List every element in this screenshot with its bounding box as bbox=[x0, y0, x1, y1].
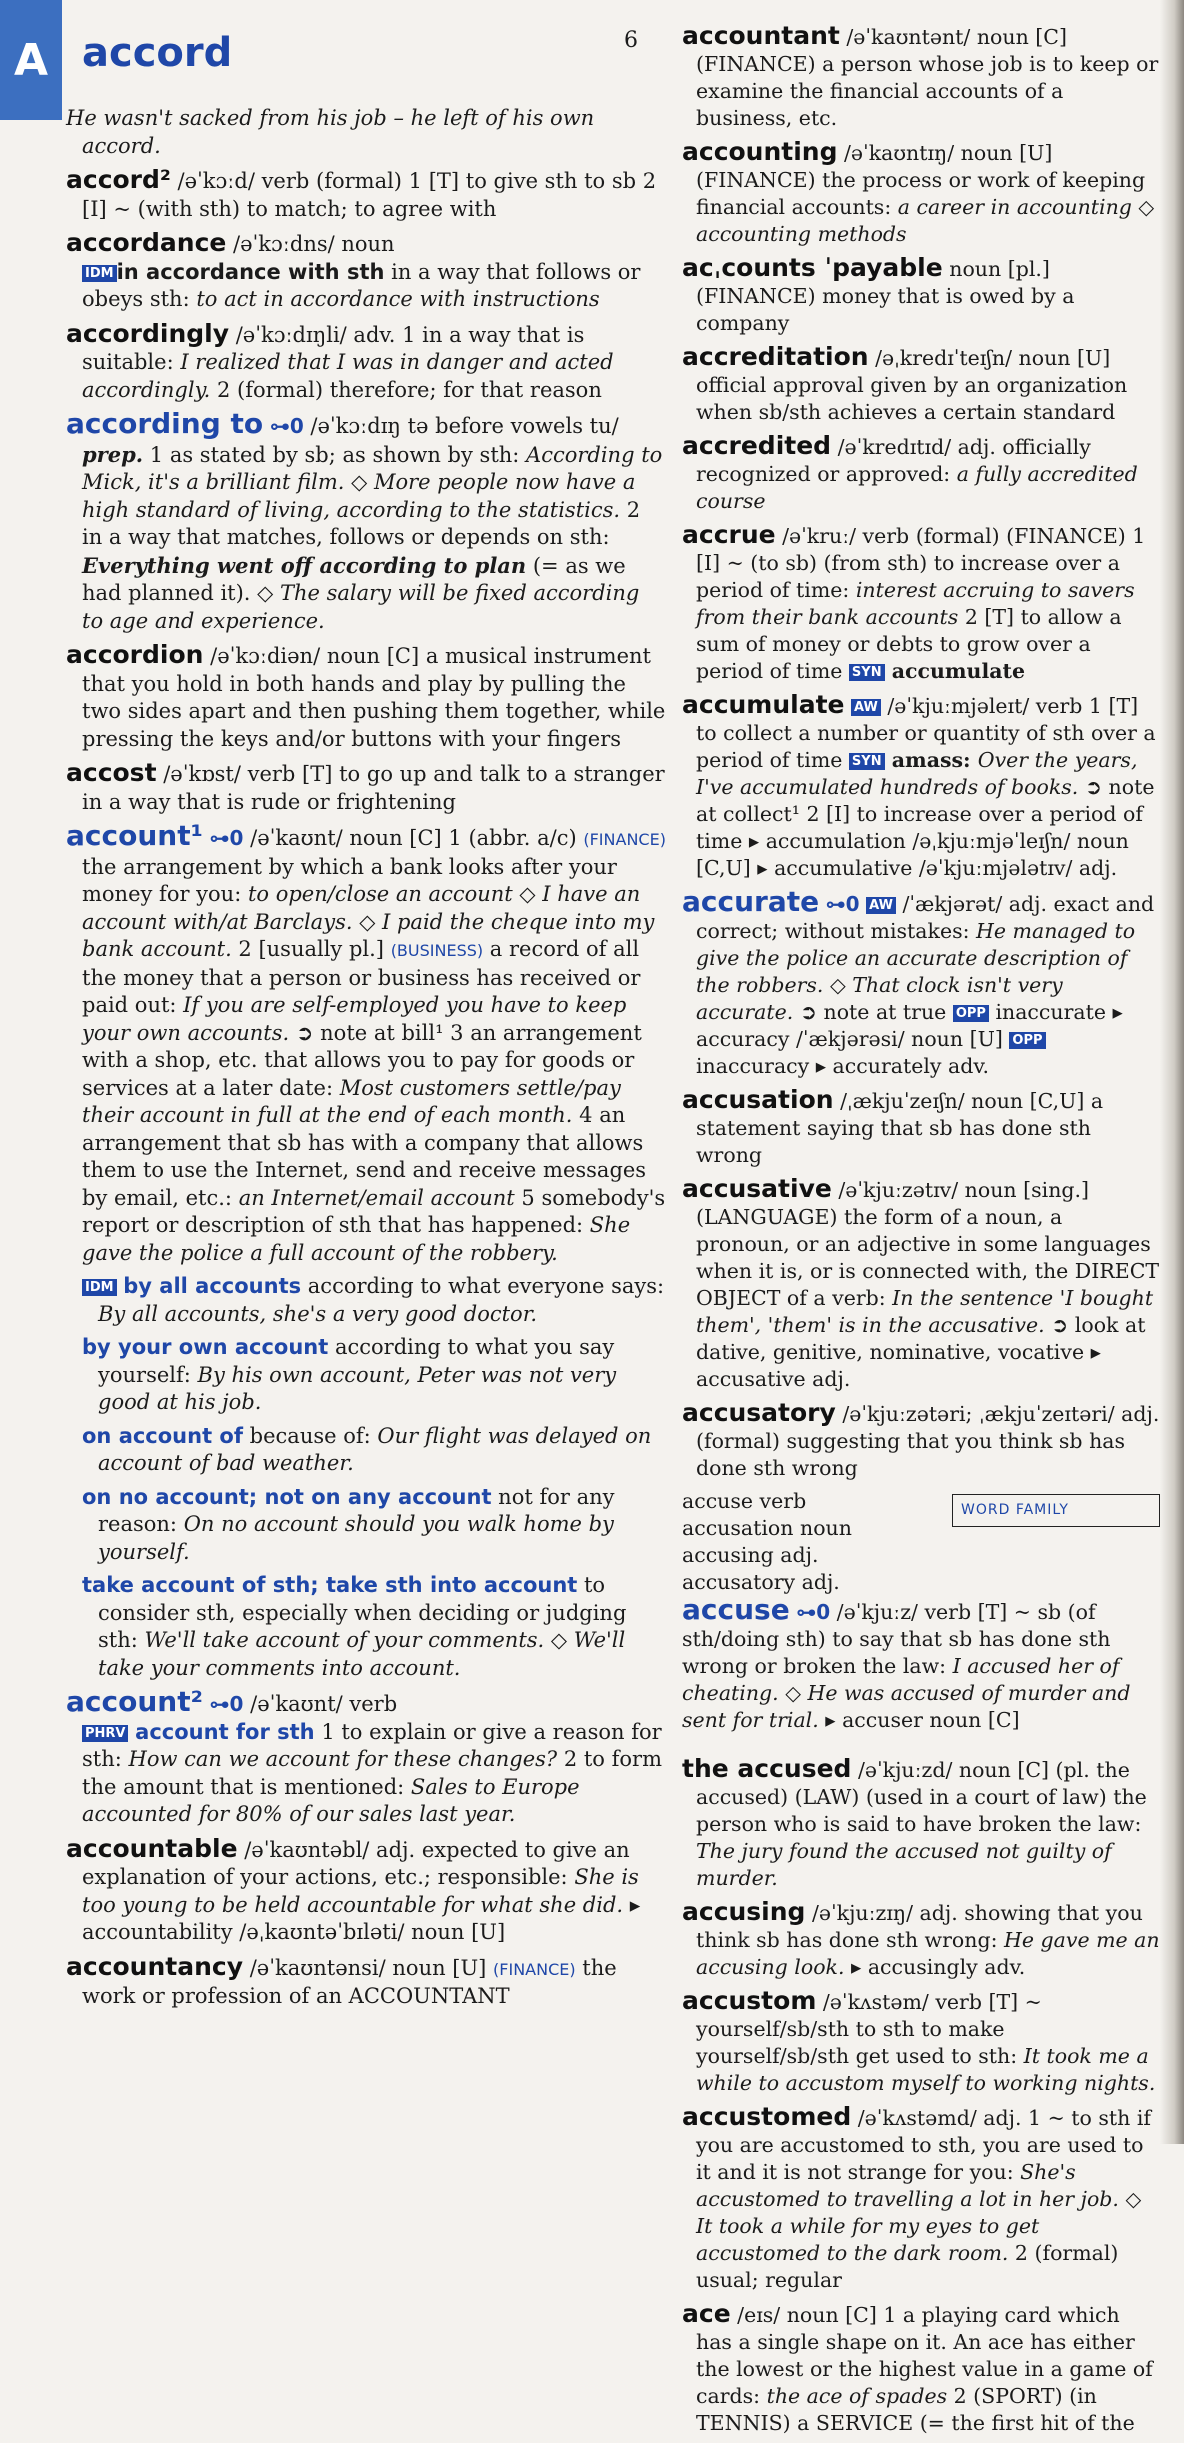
page-gutter-shadow bbox=[1160, 0, 1184, 2144]
idiom-on-account-of: on account of because of: Our flight was delayed on account of bad weather. bbox=[82, 1423, 652, 1475]
entry-accrue: accrue /əˈkruː/ verb (formal) (FINANCE) 1 [I] ~ (to sb) (from sth) to increase over a period of time: interest accruing to savers from their bank accounts 2 [T] to allow a sum of money or debts to grow over a period of time SYN accumulate bbox=[682, 520, 1146, 683]
entry-accusative: accusative /əˈkjuːzətɪv/ noun [sing.] (LANGUAGE) the form of a noun, a pronoun, or an adjective in some languages when it is, or is connected with, the DIRECT OBJECT of a verb: In the sentence 'I bought them', 'them' is in the accusative. ➲ look at dative, genitive, nominative, vocative ▸ accusative adj. bbox=[682, 1174, 1160, 1391]
entry-accurate: accurate ⊶0 AW /ˈækjərət/ adj. exact and correct; without mistakes: He managed to give the police an accurate description of the robbers. ◇ That clock isn't very accurate. ➲ note at true OPP inaccurate ▸ accuracy /ˈækjərəsi/ noun [U] OPP inaccuracy ▸ accurately adv. bbox=[682, 885, 1155, 1078]
idiom-by-your-own-account: by your own account according to what you say yourself: By his own account, Peter was not very good at his job. bbox=[82, 1335, 617, 1414]
entry-accountable: accountable /əˈkaʊntəbl/ adj. expected to give an explanation of your actions, etc.; responsible: She is too young to be held accountable for what she did. ▸ accountability /əˌkaʊntəˈbɪləti/ noun [U] bbox=[66, 1833, 641, 1944]
entry-accustom: accustom /əˈkʌstəm/ verb [T] ~ yourself/sb/sth to sth to make yourself/sb/sth get used to sth: It took me a while to accustom myself to working nights. bbox=[682, 1985, 1156, 2095]
headword: account² bbox=[66, 1685, 203, 1718]
key-icon: ⊶0 bbox=[269, 414, 304, 438]
idiom-tag: IDM bbox=[82, 265, 117, 282]
definition: /əˈkɔːd/ verb (formal) 1 [T] to give sth to sb 2 [I] ~ (with sth) to match; to agree with bbox=[82, 169, 657, 221]
headword: accordingly bbox=[66, 318, 230, 348]
headword: accreditation bbox=[682, 342, 869, 371]
headword: accordance bbox=[66, 228, 227, 257]
headword: accrue bbox=[682, 520, 776, 549]
entry-accusing: accusing /əˈkjuːzɪŋ/ adj. showing that you think sb has done sth wrong: He gave me an accusing look. ▸ accusingly adv. bbox=[682, 1896, 1160, 1979]
entry-accounts-payable: acˌcounts ˈpayable noun [pl.] (FINANCE) money that is owed by a company bbox=[682, 253, 1075, 335]
word-family-item: accusing adj. bbox=[682, 1543, 819, 1567]
entry-accord2 bbox=[66, 166, 666, 223]
headword: accredited bbox=[682, 431, 832, 460]
synonym-tag: SYN bbox=[849, 664, 885, 681]
entry-ace: ace /eɪs/ noun [C] 1 a playing card which has a single shape on it. An ace has either the lowest or the highest value in a game of cards: the ace of spades 2 (SPORT) (in TENNIS) a SERVICE (= the first hit of the bbox=[682, 2298, 1153, 2435]
headword: accordion bbox=[66, 640, 204, 669]
headword: accusatory bbox=[682, 1398, 836, 1427]
entry-accountancy: accountancy /əˈkaʊntənsi/ noun [U] (FINANCE) the work or profession of an ACCOUNTANT bbox=[66, 1951, 617, 2008]
idiom-on-no-account: on no account; not on any account not for any reason: On no account should you walk home by yourself. bbox=[82, 1484, 615, 1564]
entry-accumulate: accumulate AW /əˈkjuːmjəleɪt/ verb 1 [T] to collect a number or quantity of sth over a period of time SYN amass: Over the years, I've accumulated hundreds of books. ➲ note at collect¹ 2 [I] to increase over a period of time ▸ accumulation /əˌkjuːmjəˈleɪʃn/ noun [C,U] ▸ accumulative /əˈkjuːmjələtɪv/ adj. bbox=[682, 690, 1156, 880]
right-column: accountant /əˈkaʊntənt/ noun [C] (FINANCE) a person whose job is to keep or examine the financial accounts of a business, etc. accounting /əˈkaʊntɪŋ/ noun [U] (FINANCE) the process or work of keeping financial accounts: a career in accounting ◇ accounting methods acˌcounts ˈpayable noun [pl.] (FINANCE) money that is owed by a company accreditation /əˌkredɪˈteɪʃn/ noun [U] official approval given by an organization when sb/sth achieves a certain standard accredited /əˈkredɪtɪd/ adj. officially recognized or approved: a fully accredited course accrue /əˈkruː/ verb (formal) (FINANCE) 1 [I] ~ (to sb) (from sth) to increase over a period of time: interest accruing to savers from their bank accounts 2 [T] to allow a sum of money or debts to grow over a period of time SYN accumulate accumulate AW /əˈkjuːmjəleɪt/ verb 1 [T] to collect a number or quantity of sth over a period of time SYN amass: Over the years, I've accumulated hundreds of books. ➲ note at collect¹ 2 [I] to increase over a period of time ▸ accumulation /əˌkjuːmjəˈleɪʃn/ noun [C,U] ▸ accumulative /əˈkjuːmjələtɪv/ adj. accurate ⊶0 AW /ˈækjərət/ adj. exact and correct; without mistakes: He managed to give the police an accurate description of the robbers. ◇ That clock isn't very accurate. ➲ note at true OPP inaccurate ▸ accuracy /ˈækjərəsi/ noun [U] OPP inaccuracy ▸ accurately adv. accusation /ˌækjuˈzeɪʃn/ noun [C,U] a statement saying that sb has done sth wrong accusative /əˈkjuːzətɪv/ noun [sing.] (LANGUAGE) the form of a noun, a pronoun, or an adjective in some languages when it is, or is connected with, the DIRECT OBJECT of a verb: In the sentence 'I bought them', 'them' is in the accusative. ➲ look at dative, genitive, nominative, vocative ▸ accusative adj. accusatory /əˈkjuːzətəri; ˌækjuˈzeɪtəri/ adj. (formal) suggesting that you think sb has done sth wrong WORD FAMILY accuse verb accusation noun accusing adj. accusatory adj. accuse ⊶0 /əˈkjuːz/ verb [T] ~ sb (of sth/doing sth) to say that sb has done sth wrong or broken the law: I accused her of cheating. ◇ He was accused of murder and sent for trial. ▸ accuser noun [C] the accused /əˈkjuːzd/ noun [C] (pl. the accused) (LAW) (used in a court of law) the person who is said to have broken the law: The jury found the accused not guilty of murder. accusing /əˈkjuːzɪŋ/ adj. showing that you think sb has done sth wrong: He gave me an accusing look. ▸ accusingly adv. accustom /əˈkʌstəm/ verb [T] ~ yourself/sb/sth to sth to make yourself/sb/sth get used to sth: It took me a while to accustom myself to working nights. accustomed /əˈkʌstəmd/ adj. 1 ~ to sth if you are accustomed to sth, you are used to it and it is not strange for you: She's accustomed to travelling a lot in her job. ◇ It took a while for my eyes to get accustomed to the dark room. 2 (formal) usual; regular ace /eɪs/ noun [C] 1 a playing card which has a single shape on it. An ace has either the lowest or the highest value in a game of cards: the ace of spades 2 (SPORT) (in TENNIS) a SERVICE (= the first hit of the bbox=[682, 21, 1160, 2435]
entry-the-accused: the accused /əˈkjuːzd/ noun [C] (pl. the accused) (LAW) (used in a court of law) the person who is said to have broken the law: The jury found the accused not guilty of murder. bbox=[682, 1753, 1147, 1890]
word-family-title: WORD FAMILY bbox=[961, 1502, 1069, 1518]
headword: accusation bbox=[682, 1085, 834, 1114]
entry-continuation: He wasn't sacked from his job – he left of his own accord. bbox=[66, 106, 595, 158]
opposite-tag: OPP bbox=[953, 1005, 989, 1022]
headword: ace bbox=[682, 2298, 731, 2328]
academic-word-tag: AW bbox=[866, 897, 896, 914]
synonym-tag: SYN bbox=[849, 753, 885, 770]
thumb-index-tab bbox=[0, 0, 62, 120]
headword: accost bbox=[66, 758, 157, 787]
entry-accounting: accounting /əˈkaʊntɪŋ/ noun [U] (FINANCE) the process or work of keeping financial accounts: a career in accounting ◇ accounting methods bbox=[682, 137, 1155, 246]
word-family-item: accusatory adj. bbox=[682, 1570, 840, 1594]
key-icon: ⊶0 bbox=[209, 826, 244, 850]
idiom-tag: IDM bbox=[82, 1279, 117, 1296]
entry-accordingly: accordingly /əˈkɔːdɪŋli/ adv. 1 in a way that is suitable: I realized that I was in danger and acted accordingly. 2 (formal) therefore; for that reason bbox=[66, 318, 614, 402]
idiom-by-all-accounts: IDM by all accounts according to what everyone says: By all accounts, she's a very good doctor. bbox=[66, 1273, 666, 1328]
entry-accusatory: accusatory /əˈkjuːzətəri; ˌækjuˈzeɪtəri/ adj. (formal) suggesting that you think sb has done sth wrong bbox=[682, 1398, 1160, 1480]
entry-accost: accost /əˈkɒst/ verb [T] to go up and talk to a stranger in a way that is rude or frightening bbox=[66, 758, 665, 814]
guide-word: accord bbox=[82, 30, 233, 76]
headword: the accused bbox=[682, 1753, 852, 1783]
entry-according-to: according to ⊶0 /əˈkɔːdɪŋ tə before vowels tu/ prep. 1 as stated by sb; as shown by sth: According to Mick, it's a brilliant film. ◇ More people now have a high standard of living, according to the statistics. 2 in a way that matches, follows or depends on sth: Everything went off according to plan (= as we had planned it). ◇ The salary will be fixed according to age and experience. bbox=[66, 407, 663, 633]
headword: accountable bbox=[66, 1833, 238, 1863]
word-family-item: accuse verb bbox=[682, 1489, 807, 1513]
page-number: 6 bbox=[624, 28, 638, 53]
tab-letter: A bbox=[13, 34, 49, 86]
entry-accreditation: accreditation /əˌkredɪˈteɪʃn/ noun [U] official approval given by an organization when sb/sth achieves a certain standard bbox=[682, 342, 1128, 424]
headword: accuse bbox=[682, 1593, 790, 1626]
headword: acˌcounts ˈpayable bbox=[682, 253, 943, 282]
entry-account2: account² ⊶0 /əˈkaʊnt/ verb PHRV account for sth 1 to explain or give a reason for sth: How can we account for these changes? 2 to form the amount that is mentioned: Sales to Europe accounted for 80% of our sales last year. bbox=[66, 1685, 662, 1826]
entry-accountant: accountant /əˈkaʊntənt/ noun [C] (FINANCE) a person whose job is to keep or examine the financial accounts of a business, etc. bbox=[682, 21, 1159, 130]
opposite-tag: OPP bbox=[1009, 1032, 1045, 1049]
headword: account¹ bbox=[66, 819, 203, 852]
headword: accustomed bbox=[682, 2101, 852, 2131]
entry-accordance: accordance /əˈkɔːdns/ noun IDM in accordance with sth in a way that follows or obeys sth: to act in accordance with instructions bbox=[66, 228, 641, 311]
headword: accusative bbox=[682, 1174, 832, 1203]
word-family-box bbox=[952, 1494, 1160, 1527]
left-column bbox=[66, 105, 666, 2017]
headword: accumulate bbox=[682, 690, 845, 719]
idiom-take-account-of: take account of sth; take sth into account to consider sth, especially when deciding or judging sth: We'll take account of your comments. ◇ We'll take your comments into account. bbox=[82, 1573, 627, 1680]
entry-accordion: accordion /əˈkɔːdiən/ noun [C] a musical instrument that you hold in both hands and play by pulling the two sides apart and then pushing them together, while pressing the keys and/or buttons with your fingers bbox=[66, 640, 666, 751]
entry-accredited: accredited /əˈkredɪtɪd/ adj. officially recognized or approved: a fully accredited course bbox=[682, 431, 1138, 513]
entry-account1: account¹ ⊶0 /əˈkaʊnt/ noun [C] 1 (abbr. a/c) (FINANCE) the arrangement by which a bank looks after your money for you: to open/close an account ◇ I have an account with/at Barclays. ◇ I paid the cheque into my bank account. 2 [usually pl.] (BUSINESS) a record of all the money that a person or business has received or paid out: If you are self-employed you have to keep your own accounts. ➲ note at bill¹ 3 an arrangement with a shop, etc. that allows you to pay for goods or services at a later date: Most customers settle/pay their account in full at the end of each month. 4 an arrangement that sb has with a company that allows them to use the Internet, send and receive messages by email, etc.: an Internet/email account 5 somebody's report or description of sth that has happened: She gave the police a full account of the robbery. bbox=[66, 819, 666, 1265]
key-icon: ⊶0 bbox=[209, 1692, 244, 1716]
headword: accounting bbox=[682, 137, 838, 166]
headword: accusing bbox=[682, 1896, 806, 1926]
entry-accustomed: accustomed /əˈkʌstəmd/ adj. 1 ~ to sth if you are accustomed to sth, you are used to it and it is not strange for you: She's accustomed to travelling a lot in her job. ◇ It took a while for my eyes to get accustomed to the dark room. 2 (formal) usual; regular bbox=[682, 2101, 1151, 2292]
key-icon: ⊶0 bbox=[825, 892, 860, 916]
key-icon: ⊶0 bbox=[796, 1600, 831, 1624]
academic-word-tag: AW bbox=[851, 699, 881, 716]
headword: accord² bbox=[66, 165, 171, 194]
headword: according to bbox=[66, 407, 264, 440]
headword: accustom bbox=[682, 1985, 817, 2015]
headword: accountancy bbox=[66, 1951, 244, 1981]
word-family-item: accusation noun bbox=[682, 1516, 852, 1540]
headword: accountant bbox=[682, 21, 840, 50]
phrasal-verb-tag: PHRV bbox=[82, 1725, 128, 1742]
entry-accusation: accusation /ˌækjuˈzeɪʃn/ noun [C,U] a statement saying that sb has done sth wrong bbox=[682, 1085, 1104, 1167]
headword: accurate bbox=[682, 885, 820, 918]
